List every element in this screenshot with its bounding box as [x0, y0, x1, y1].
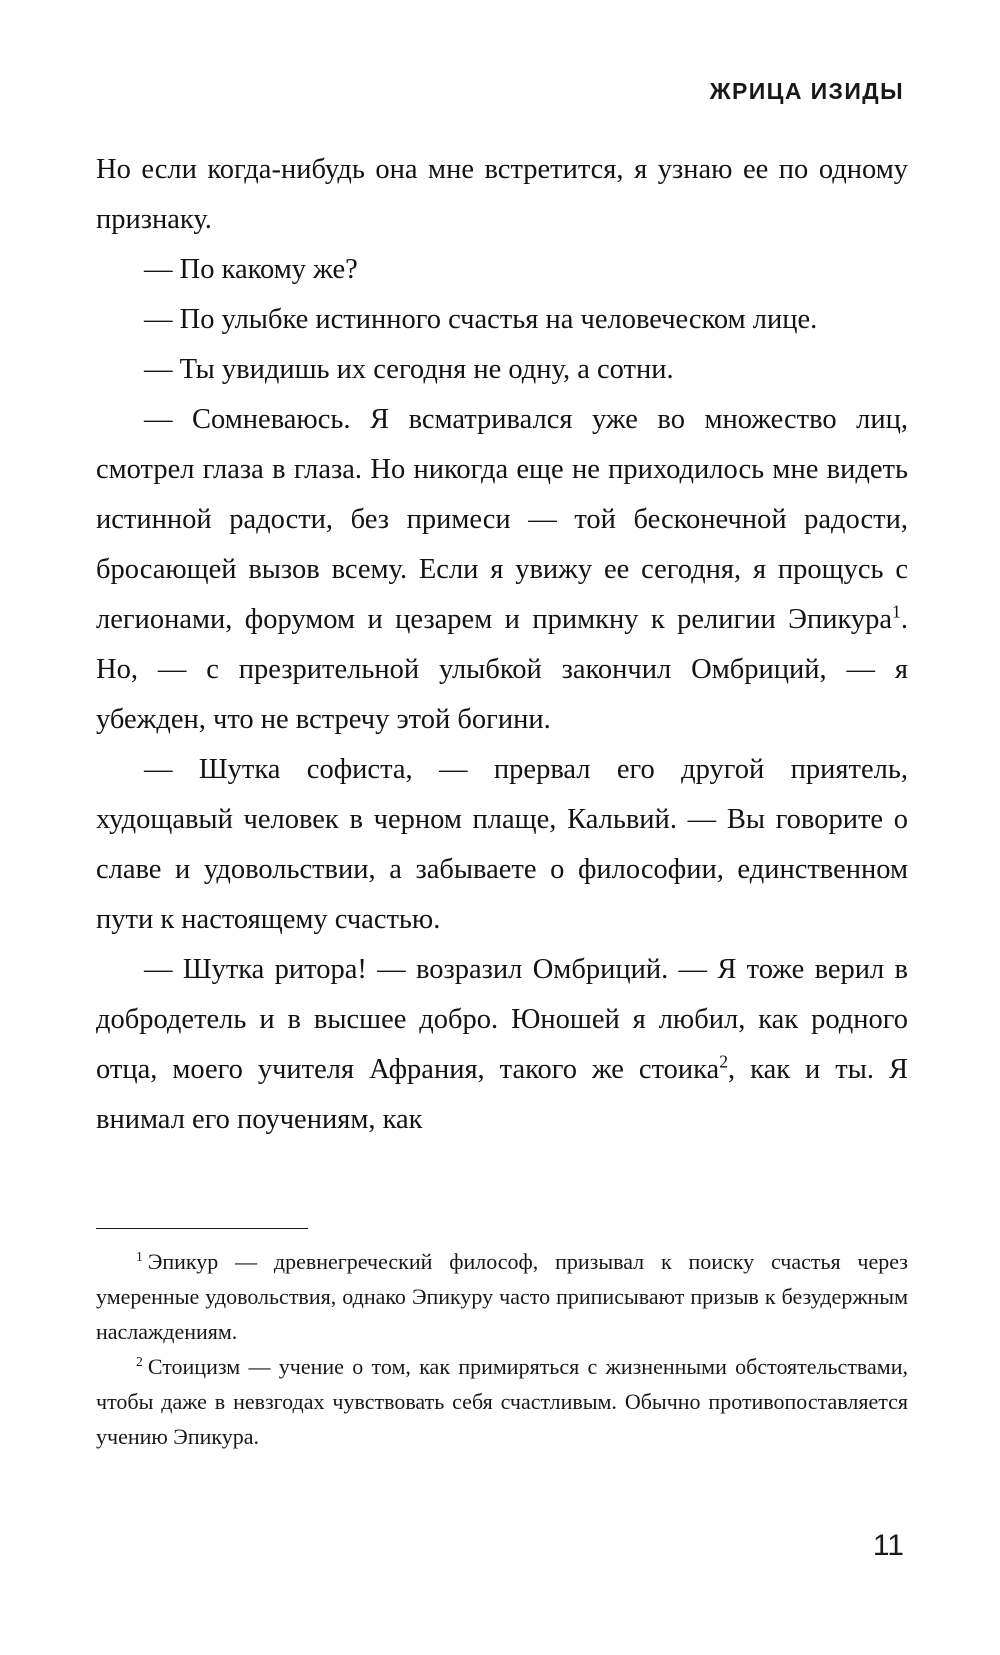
paragraph: Но если когда-нибудь она мне встретится, я узнаю ее по одному признаку. — [96, 154, 908, 235]
footnotes — [96, 1244, 908, 1454]
paragraph-text: . Но, — с презрительной улыбкой закончил Омбриций, — я убежден, что не встречу этой богини. — [96, 604, 908, 735]
footnote-item — [96, 1349, 908, 1454]
paragraph: — По какому же? — [144, 254, 358, 285]
paragraph-with-footnote-ref — [96, 945, 908, 1145]
footnote-marker: 1 — [136, 1248, 143, 1264]
paragraph: — Ты увидишь их сегодня не одну, а сотни. — [144, 354, 674, 385]
page-number: 11 — [872, 1529, 904, 1562]
footnote-text: Эпикур — древнегреческий философ, призывал к поиску счастья через умеренные удовольствия, однако Эпикуру часто приписывают призыв к безудержным наслаждениям. — [96, 1249, 908, 1344]
paragraph-text: — Сомневаюсь. Я всматривался уже во множество лиц, смотрел глаза в глаза. Но никогда еще не приходилось мне видеть истинной радости, без примеси — той бесконечной радости, бросающей вызов всему. Если я увижу ее сегодня, я прощусь с легионами, форумом и цезарем и примкну к религии Эпикура — [96, 404, 908, 635]
footnote-marker: 2 — [136, 1353, 143, 1369]
footnote-separator-rule — [96, 1228, 308, 1229]
footnote-text: Стоицизм — учение о том, как примиряться с жизненными обстоятельствами, чтобы даже в невзгодах чувствовать себя счастливым. Обычно противопоставляется учению Эпикура. — [96, 1354, 908, 1449]
footnote-ref-2[interactable]: 2 — [719, 1051, 729, 1072]
paragraph: — Шутка софиста, — прервал его другой приятель, худощавый человек в черном плаще, Кальвий. — Вы говорите о славе и удовольствии, а забываете о философии, единственном пути к настоящему счастью. — [96, 754, 908, 935]
paragraph-with-footnote-ref — [96, 395, 908, 745]
paragraph: — По улыбке истинного счастья на человеческом лице. — [144, 304, 818, 335]
paragraph-text: — Шутка ритора! — возразил Омбриций. — Я тоже верил в добродетель и в высшее добро. Юношей я любил, как родного отца, моего учителя Афрания, такого же стоика — [96, 954, 908, 1085]
footnote-ref-1[interactable]: 1 — [892, 601, 901, 622]
body-text — [96, 145, 908, 1145]
footnote-item — [96, 1244, 908, 1349]
running-head: ЖРИЦА ИЗИДЫ — [709, 78, 904, 104]
paragraph-text: , как и ты. Я внимал его поучениям, как — [96, 1054, 908, 1135]
